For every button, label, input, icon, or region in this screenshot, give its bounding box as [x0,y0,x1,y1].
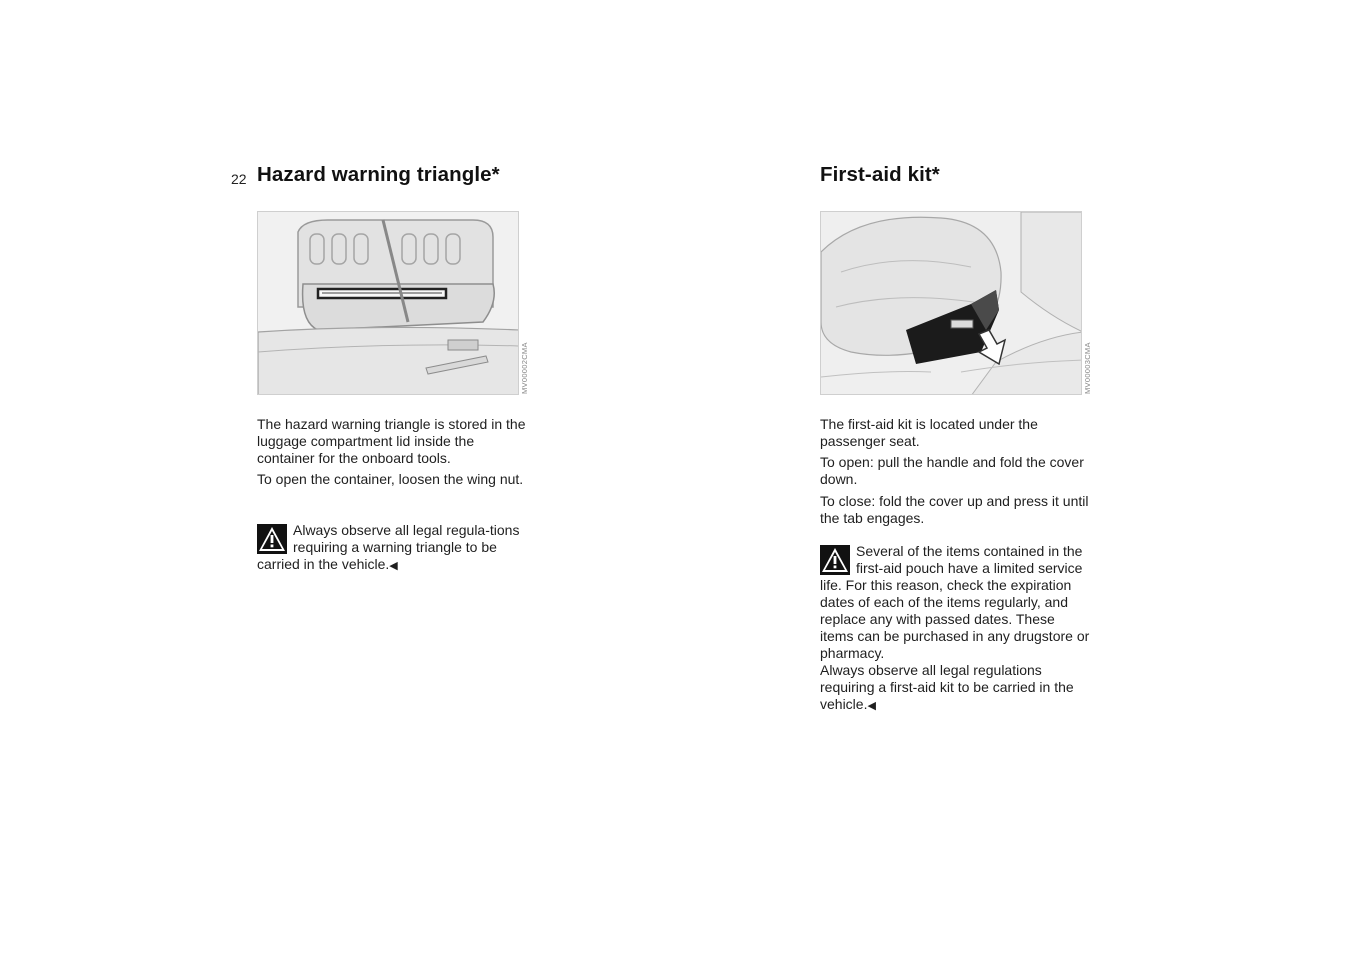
warning-triangle-icon [820,545,850,575]
luggage-lid-illustration [258,212,519,395]
first-aid-figure [820,211,1082,395]
hazard-warning-text: Always observe all legal regula-tions requiring a warning triangle to be carried in the vehicle. [257,522,520,572]
end-of-section-arrow-icon: ◀ [389,560,398,572]
warning-triangle-icon [257,524,287,554]
first-aid-paragraph-3: To close: fold the cover up and press it until the tab engages. [820,493,1089,526]
first-aid-title: First-aid kit* [820,163,940,186]
hazard-triangle-figure [257,211,519,395]
first-aid-paragraph-1: The first-aid kit is located under the passenger seat. [820,416,1038,449]
hazard-warning-note [257,522,529,575]
page-number: 22 [231,171,247,187]
first-aid-warning-note [820,543,1092,715]
hazard-paragraph-1: The hazard warning triangle is stored in the luggage compartment lid inside the container for the onboard tools. [257,416,526,466]
first-aid-paragraph-2: To open: pull the handle and fold the cover down. [820,454,1084,487]
end-of-section-arrow-icon: ◀ [867,700,876,712]
first-aid-warning-text-2: Always observe all legal regulations requiring a first-aid kit to be carried in the vehicle. [820,662,1074,712]
figure-code: MV00002CMA [520,342,529,394]
passenger-seat-illustration [821,212,1082,395]
hazard-paragraph-2: To open the container, loosen the wing nut. [257,471,524,487]
hazard-triangle-title: Hazard warning triangle* [257,163,500,186]
figure-code: MV00003CMA [1083,342,1092,394]
first-aid-warning-text: Several of the items contained in the first-aid pouch have a limited service life. For this reason, check the expiration dates of each of the items regularly, and replace any with passed dates. These items can be purchased in any drugstore or pharmacy. [820,543,1090,661]
